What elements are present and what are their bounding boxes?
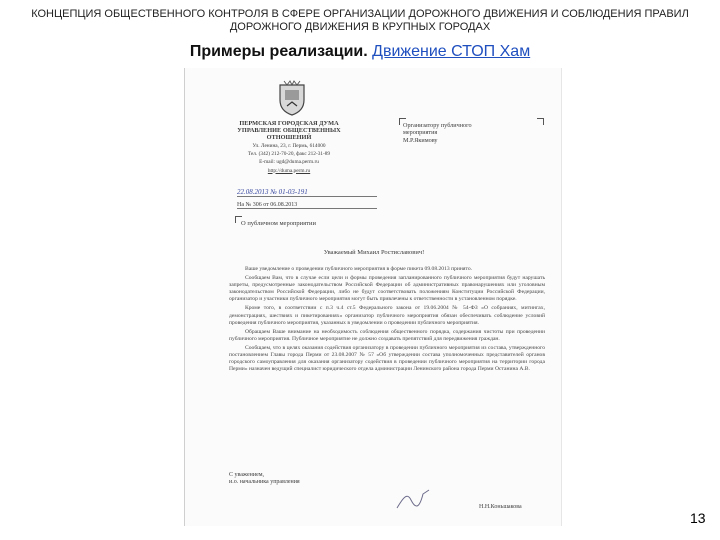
page-number: 13 — [690, 510, 706, 526]
letter-body — [229, 266, 545, 375]
closing-line-1: С уважением, — [229, 472, 265, 478]
org-phone: Тел. (342) 212-70-20, факс 212-31-89 — [247, 151, 331, 158]
header-line-1: КОНЦЕПЦИЯ ОБЩЕСТВЕННОГО КОНТРОЛЯ В СФЕРЕ ОРГАНИЗАЦИИ ДОРОЖНОГО ДВИЖЕНИЯ И СОБЛЮДЕНИЯ ПРАВИЛ — [31, 8, 689, 20]
org-name-line-3: ОТНОШЕНИЙ — [266, 134, 312, 141]
signer-name: Н.Н.Коньшакова — [479, 504, 522, 510]
org-address: Ул. Ленина, 23, г. Пермь, 614000 — [252, 143, 326, 149]
org-url: http://duma.perm.ru — [267, 167, 311, 174]
body-paragraph-4: Обращаем Ваше внимание на необходимость соблюдения общественного порядка, содержания чистоты при проведении публичного мероприятия. Публичное мероприятие не должно создавать препятствий для передвижения граждан. — [229, 328, 545, 342]
handwritten-signature — [393, 484, 433, 514]
coat-of-arms-emblem — [277, 80, 307, 116]
scanned-letter — [184, 68, 562, 526]
body-paragraph-5: Сообщаем, что в целях оказания содействия организатору в проведении публичного мероприятия из состава, утвержденного постановлением Главы города Перми от 23.08.2007 № 57 «Об утверждении состава уполномоченных представителей органов городского самоуправления для оказания организатору содействия в проведении публичного мероприятия на территории города Перми» назначен ведущий специалист юридического отдела администрации Ленинского района города Перми Останина А.В. — [229, 344, 545, 373]
recipient-line-3: М.Р.Якимову — [403, 136, 438, 144]
body-paragraph-1: Ваше уведомление о проведении публичного мероприятия в форме пикета 09.08.2013 принято. — [245, 266, 473, 272]
body-paragraph-2: Сообщаем Вам, что в случае если цели и формы проведения запланированного публичного мероприятия будут нарушать запреты, предусмотренные законодательством Российской Федерации об административных правонарушениях или уголовным законодательством Российской Федерации, либо не будут соответствовать положениям Конституции Российской Федерации, организатор и участники публичного мероприятия могут быть привлечены к ответственности в установленном порядке. — [229, 275, 545, 303]
subtitle-lead: Примеры реализации. — [189, 43, 368, 60]
recipient-line-1: Организатору публичного — [403, 122, 472, 129]
registration-line: 22.08.2013 № 01-03-191 — [237, 188, 377, 197]
recipient-line-2: мероприятия — [403, 129, 438, 137]
letter-greeting: Уважаемый Михаил Ростиславович! — [323, 249, 425, 256]
slide-subtitle — [0, 42, 720, 62]
org-name-line-1: ПЕРМСКАЯ ГОРОДСКАЯ ДУМА — [239, 120, 339, 127]
recipient-block — [403, 122, 543, 144]
body-paragraph-3: Кроме того, в соответствии с п.3 ч.4 ст.5 Федерального закона от 19.06.2004 № 54-ФЗ «О собраниях, митингах, демонстрациях, шествиях и пикетированиях» организатор публичного мероприятия обязан обеспечивать соблюдение условий проведения публичного мероприятия, указанных в уведомлении о проведении публичного мероприятия. — [229, 305, 545, 326]
header-line-2: ДОРОЖНОГО ДВИЖЕНИЯ В КРУПНЫХ ГОРОДАХ — [229, 21, 491, 33]
organization-block — [219, 120, 359, 174]
letter-subject: О публичном мероприятии — [241, 220, 316, 227]
org-email: E-mail: ugd@duma.perm.ru — [259, 159, 319, 166]
signature-block — [229, 472, 300, 486]
org-name-line-2: УПРАВЛЕНИЕ ОБЩЕСТВЕННЫХ — [237, 127, 341, 134]
closing-line-2: и.о. начальника управления — [229, 479, 300, 485]
movement-link[interactable]: Движение СТОП Хам — [372, 43, 531, 60]
slide-header — [0, 8, 720, 34]
reference-line: На № 306 от 06.08.2013 — [237, 202, 377, 209]
